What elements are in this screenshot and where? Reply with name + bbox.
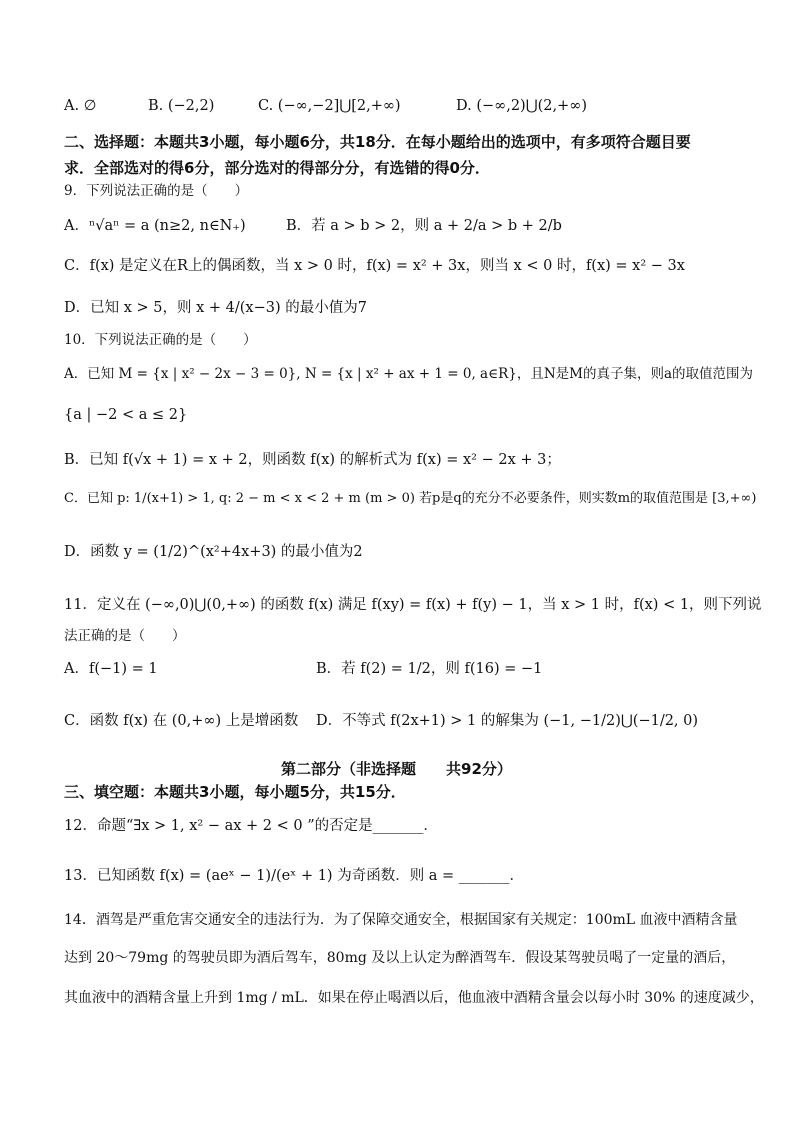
q11-option-c: C．函数 f(x) 在 (0,+∞) 上是增函数: [64, 713, 299, 729]
q11-option-d: D．不等式 f(2x+1) > 1 的解集为 (−1, −1/2)⋃(−1/2, 0): [316, 713, 699, 729]
q10-option-a-line1: A．已知 M = {x | x² − 2x − 3 = 0}, N = {x | x² + ax + 1 = 0, a∈R}，且N是M的真子集，则a的取值范围为: [64, 366, 754, 382]
q8-option-d: D. (−∞,2)⋃(2,+∞): [456, 98, 587, 114]
q10-option-a-line2: {a | −2 < a ≤ 2}: [64, 407, 188, 423]
part2-title: 第二部分（非选择题 共92分）: [281, 760, 512, 778]
q9-option-d: D．已知 x > 5，则 x + 4/(x−3) 的最小值为7: [64, 300, 367, 316]
q14-line1: 14．酒驾是严重危害交通安全的违法行为．为了保障交通安全，根据国家有关规定：100mL 血液中酒精含量: [64, 912, 738, 928]
q10-option-c: C．已知 p: 1/(x+1) > 1, q: 2 − m < x < 2 + m (m > 0) 若p是q的充分不必要条件，则实数m的取值范围是 [3,+∞): [64, 491, 757, 506]
q9-stem: 9．下列说法正确的是（ ）: [64, 183, 249, 199]
q11-option-a: A．f(−1) = 1: [64, 661, 158, 677]
q10-option-b: B．已知 f(√x + 1) = x + 2，则函数 f(x) 的解析式为 f(x) = x² − 2x + 3；: [64, 452, 561, 468]
q10-stem: 10．下列说法正确的是（ ）: [64, 332, 257, 348]
q12: 12．命题“∃x > 1, x² − ax + 2 < 0 ”的否定是_______．: [64, 818, 438, 834]
q11-option-b: B．若 f(2) = 1/2，则 f(16) = −1: [316, 661, 543, 677]
q14-line2: 达到 20～79mg 的驾驶员即为酒后驾车，80mg 及以上认定为醉酒驾车．假设某驾驶员喝了一定量的酒后，: [64, 950, 736, 966]
q9-option-b: B．若 a > b > 2，则 a + 2/a > b + 2/b: [286, 218, 562, 234]
q11-stem-line1: 11．定义在 (−∞,0)⋃(0,+∞) 的函数 f(x) 满足 f(xy) = f(x) + f(y) − 1，当 x > 1 时，f(x) < 1，则下列说: [64, 597, 762, 613]
q8-option-a: A. ∅: [64, 98, 97, 114]
section2-heading-line2: 求．全部选对的得6分，部分选对的得部分分，有选错的得0分．: [64, 159, 490, 177]
section2-heading-line1: 二、选择题：本题共3小题，每小题6分，共18分．在每小题给出的选项中，有多项符合题目要: [64, 133, 691, 151]
q8-option-c: C. (−∞,−2]⋃[2,+∞): [258, 98, 401, 114]
q10-option-d: D．函数 y = (1/2)^(x²+4x+3) 的最小值为2: [64, 544, 363, 560]
q11-stem-line2: 法正确的是（ ）: [64, 628, 186, 644]
q13: 13．已知函数 f(x) = (aeˣ − 1)/(eˣ + 1) 为奇函数．则 a = _______．: [64, 868, 525, 884]
q9-option-c: C．f(x) 是定义在R上的偶函数，当 x > 0 时，f(x) = x² + 3x，则当 x < 0 时，f(x) = x² − 3x: [64, 258, 685, 274]
q9-option-a: A．ⁿ√aⁿ = a (n≥2, n∈N₊): [64, 218, 246, 234]
q8-option-b: B. (−2,2): [148, 98, 215, 114]
section3-heading: 三、填空题：本题共3小题，每小题5分，共15分．: [64, 783, 406, 801]
q14-line3: 其血液中的酒精含量上升到 1mg / mL．如果在停止喝酒以后，他血液中酒精含量会以每小时 30% 的速度减少，: [64, 990, 764, 1006]
